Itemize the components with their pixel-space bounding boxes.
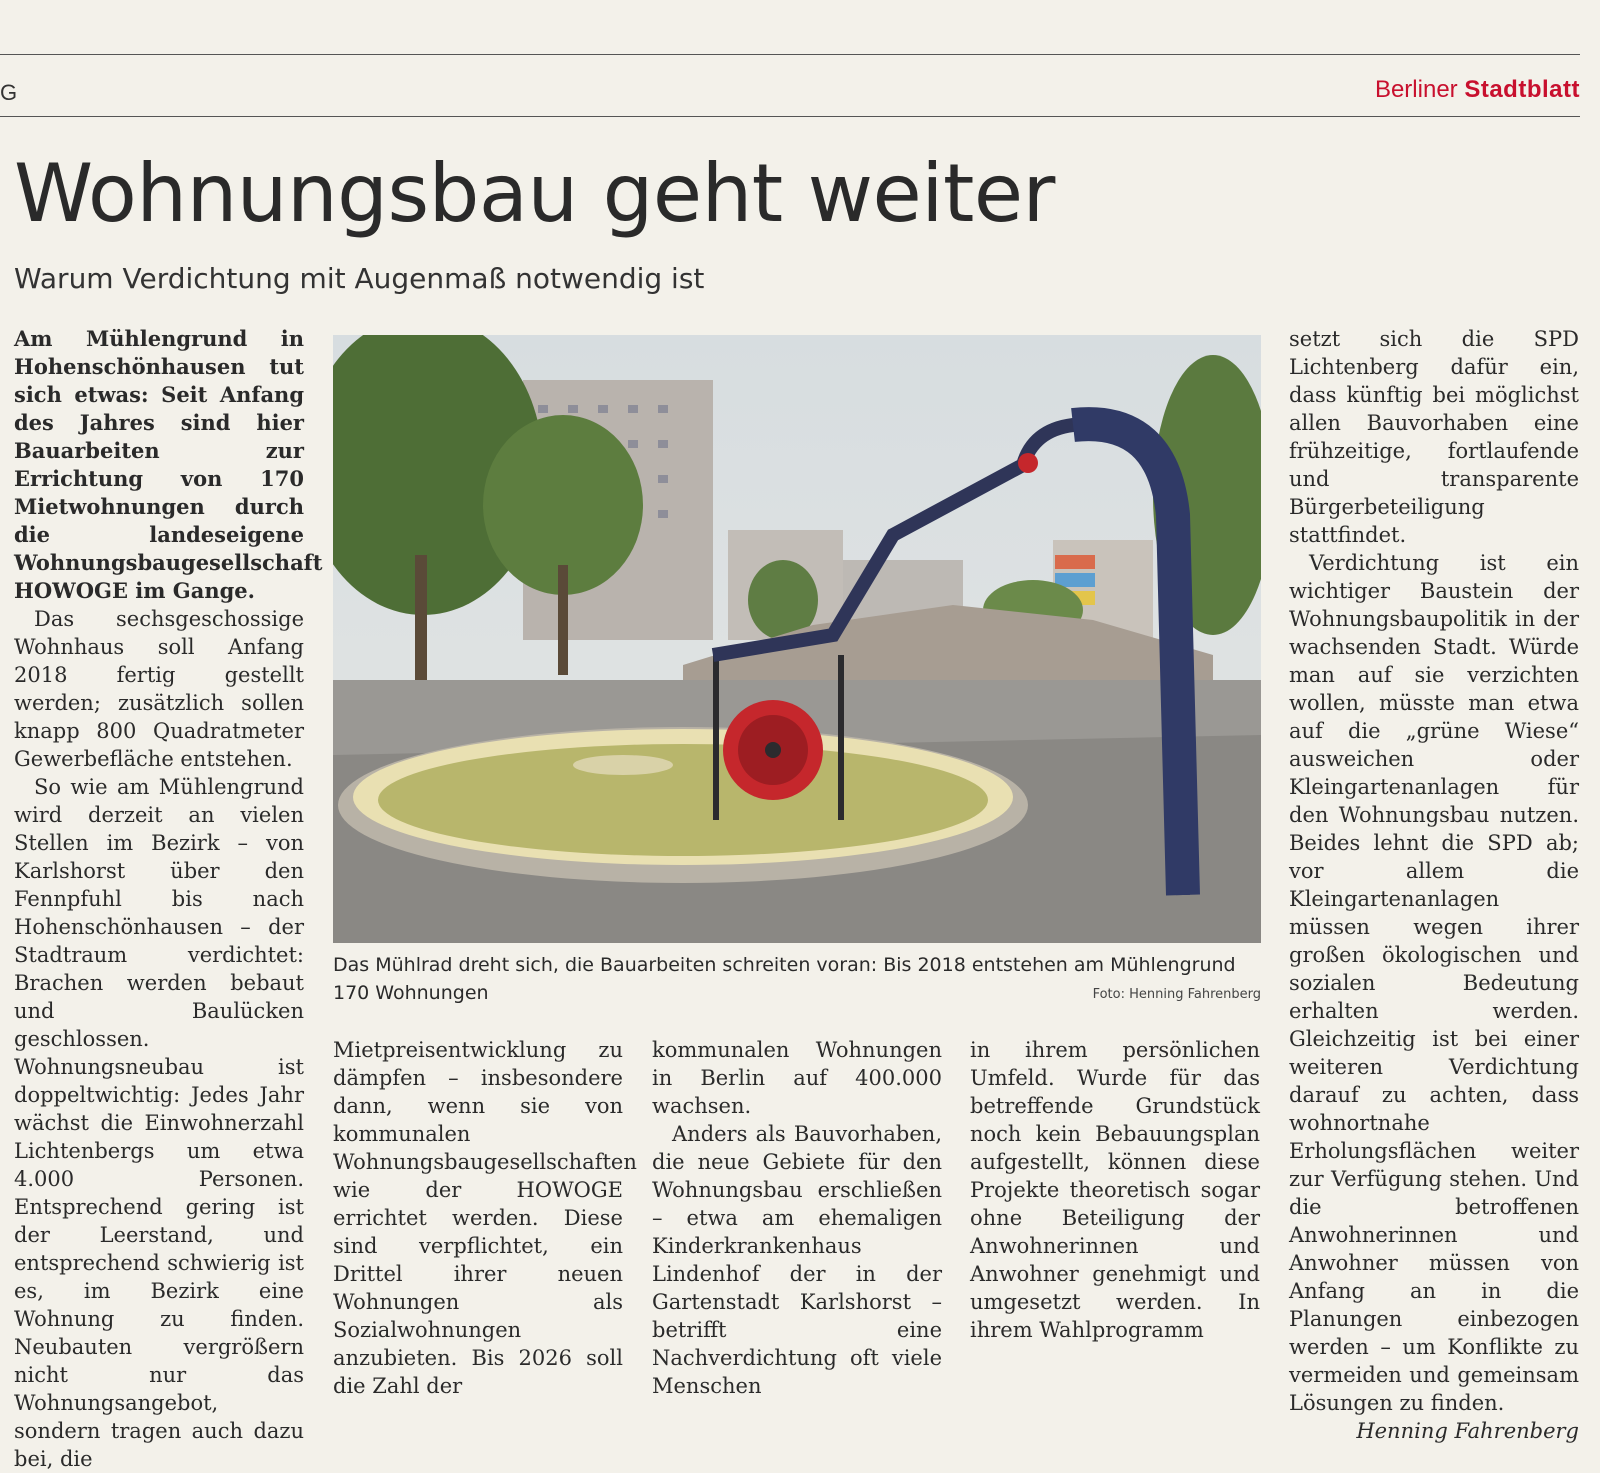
paragraph: So wie am Mühlengrund wird derzeit an vielen Stellen im Bezirk – von Karlshorst über den Fennpfuhl bis nach Hohenschönhausen – der Stadtraum verdichtet: Brachen werden bebaut und Baulücken geschlossen. Wohnungsneubau ist doppeltwichtig: Jedes Jahr wächst die Einwohnerzahl Lichtenbergs um etwa 4.000 Personen. Entsprechend gering ist der Leerstand, und entsprechend schwierig ist es, im Bezirk eine Wohnung zu finden. Neubauten vergrößern nicht nur das Wohnungsangebot, sondern tragen auch dazu bei, die	[14, 775, 304, 1471]
photo-credit: Foto: Henning Fahrenberg	[1092, 987, 1261, 1002]
masthead-bold: Stadtblatt	[1464, 76, 1580, 103]
paragraph: kommunalen Wohnungen in Berlin auf 400.000 wachsen.	[652, 1038, 942, 1118]
paragraph: setzt sich die SPD Lichtenberg dafür ein, dass künftig bei möglichst allen Bauvorhaben eine frühzeitige, fortlaufende und transparente Bürgerbeteiligung stattfindet.	[1289, 327, 1579, 547]
column-5	[1289, 325, 1579, 1445]
masthead	[1375, 76, 1580, 104]
column-2	[333, 1036, 637, 1400]
column-4	[970, 1036, 1260, 1344]
header-rule	[0, 116, 1580, 117]
paragraph: in ihrem persönlichen Umfeld. Wurde für das betreffende Grundstück noch kein Bebauungsplan aufgestellt, können diese Projekte theoretisch sogar ohne Beteiligung der Anwohnerinnen und Anwohner genehmigt und umgesetzt werden. In ihrem Wahlprogramm	[970, 1038, 1260, 1342]
paragraph: Verdichtung ist ein wichtiger Baustein der Wohnungsbaupolitik in der wachsenden Stadt. Würde man auf sie verzichten wollen, müsste man etwa auf die „grüne Wiese“ ausweichen oder Kleingartenanlagen für den Wohnungsbau nutzen. Beides lehnt die SPD ab; vor allem die Kleingartenanlagen müssen wegen ihrer großen ökologischen und sozialen Bedeutung erhalten werden. Gleichzeitig ist bei einer weiteren Verdichtung darauf zu achten, dass wohnortnahe Erholungsflächen weiter zur Verfügung stehen. Und die betroffenen Anwohnerinnen und Anwohner müssen von Anfang an in die Planungen einbezogen werden – um Konflikte zu vermeiden und gemeinsam Lösungen zu finden.	[1289, 551, 1579, 1415]
fountain-photo-illustration	[333, 335, 1261, 943]
masthead-light: Berliner	[1374, 76, 1458, 103]
subhead: Warum Verdichtung mit Augenmaß notwendig ist	[14, 262, 705, 295]
headline: Wohnungsbau geht weiter	[14, 147, 1055, 240]
lead-paragraph: Am Mühlengrund in Hohenschönhausen tut sich etwas: Seit Anfang des Jahres sind hier Bauarbeiten zur Errichtung von 170 Mietwohnungen durch die landeseigene Wohnungsbaugesellschaft HOWOGE im Gange.	[14, 326, 323, 603]
column-3	[652, 1036, 942, 1400]
article-photo	[333, 335, 1261, 943]
header-fragment: G	[0, 80, 18, 105]
column-1	[14, 325, 323, 1473]
author-byline: Henning Fahrenberg	[1356, 1419, 1579, 1443]
paragraph: Mietpreisentwicklung zu dämpfen – insbesondere dann, wenn sie von kommunalen Wohnungsbaugesellschaften wie der HOWOGE errichtet werden. Diese sind verpflichtet, ein Drittel ihrer neuen Wohnungen als Sozialwohnungen anzubieten. Bis 2026 soll die Zahl der	[333, 1038, 637, 1398]
top-rule	[0, 54, 1580, 55]
photo-caption: Das Mühlrad dreht sich, die Bauarbeiten schreiten voran: Bis 2018 entstehen am Mühlengrund 170 Wohnungen	[333, 954, 1236, 1004]
paragraph: Anders als Bauvorhaben, die neue Gebiete für den Wohnungsbau erschließen – etwa am ehemaligen Kinderkrankenhaus Lindenhof der in der Gartenstadt Karlshorst – betrifft eine Nachverdichtung oft viele Menschen	[652, 1122, 942, 1398]
paragraph: Das sechsgeschossige Wohnhaus soll Anfang 2018 fertig gestellt werden; zusätzlich sollen knapp 800 Quadratmeter Gewerbefläche entstehen.	[14, 607, 304, 771]
